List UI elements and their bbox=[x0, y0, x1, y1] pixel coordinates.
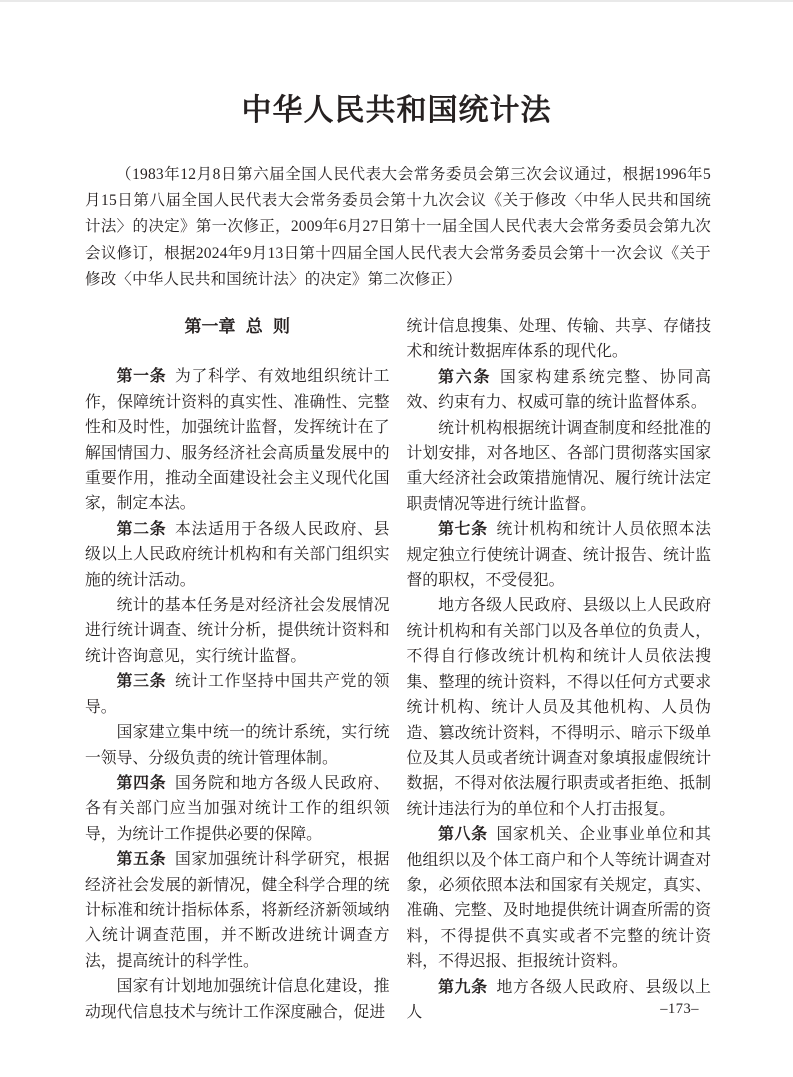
law-paragraph bbox=[85, 517, 390, 593]
text-columns bbox=[85, 314, 711, 1025]
page-title: 中华人民共和国统计法 bbox=[241, 94, 552, 128]
left-column-paragraphs bbox=[85, 364, 390, 1025]
article-text: 统计信息搜集、处理、传输、共享、存储技术和统计数据库体系的现代化。 bbox=[406, 318, 711, 361]
law-paragraph bbox=[407, 314, 712, 365]
law-paragraph bbox=[407, 517, 712, 593]
article-number: 第六条 bbox=[438, 368, 492, 386]
article-text: 国家建立集中统一的统计系统，实行统一领导、分级负责的统计管理体制。 bbox=[85, 724, 390, 767]
chapter-heading: 第一章 总 则 bbox=[184, 317, 290, 336]
article-text: 国家加强统计科学研究，根据经济社会发展的新情况，健全科学合理的统计标准和统计指标体系，将新经济新领域纳入统计调查范围，并不断改进统计调查方法，提高统计的科学性。 bbox=[85, 851, 390, 970]
scan-edge-artifact bbox=[0, 0, 793, 2]
article-number: 第八条 bbox=[438, 826, 488, 844]
law-paragraph bbox=[85, 593, 390, 669]
article-text: 地方各级人民政府、县级以上人民政府统计机构和有关部门以及各单位的负责人，不得自行修改统计机构和统计人员依法搜集、整理的统计资料，不得以任何方式要求统计机构、统计人员及其他机构、人员伪造、篡改统计资料，不得明示、暗示下级单位及其人员或者统计调查对象填报虚假统计数据，不得对依法履行职责或者拒绝、抵制统计违法行为的单位和个人打击报复。 bbox=[406, 597, 711, 818]
article-text: 国家机关、企业事业单位和其他组织以及个体工商户和个人等统计调查对象，必须依照本法和国家有关规定，真实、准确、完整、及时地提供统计调查所需的资料，不得提供不真实或者不完整的统计资料，不得迟报、拒报统计资料。 bbox=[406, 826, 711, 971]
article-text: 统计机构和统计人员依照本法规定独立行使统计调查、统计报告、统计监督的职权，不受侵犯。 bbox=[406, 521, 711, 590]
article-number: 第二条 bbox=[116, 520, 167, 538]
law-paragraph bbox=[85, 364, 390, 516]
article-text: 地方各级人民政府、县级以上人 bbox=[406, 978, 711, 1021]
article-number: 第三条 bbox=[116, 673, 167, 691]
law-paragraph bbox=[407, 416, 712, 518]
article-text: 本法适用于各级人民政府、县级以上人民政府统计机构和有关部门组织实施的统计活动。 bbox=[85, 520, 390, 589]
law-paragraph bbox=[85, 847, 390, 974]
law-paragraph bbox=[85, 669, 390, 720]
article-text: 国家构建系统完整、协同高效、约束有力、权威可靠的统计监督体系。 bbox=[406, 368, 711, 412]
law-paragraph bbox=[85, 771, 390, 847]
article-text: 统计机构根据统计调查制度和经批准的计划安排，对各地区、各部门贯彻落实国家重大经济社会政策措施情况、履行统计法定职责情况等进行统计监督。 bbox=[406, 419, 711, 513]
article-number: 第九条 bbox=[438, 978, 488, 996]
article-text: 国家有计划地加强统计信息化建设，推动现代信息技术与统计工作深度融合，促进 bbox=[85, 978, 390, 1021]
enactment-preamble: （1983年12月8日第六届全国人民代表大会常务委员会第三次会议通过，根据1996年5月15日第八届全国人民代表大会常务委员会第十九次会议《关于修改〈中华人民共和国统计法〉的决定》第一次修正，2009年6月27日第十一届全国人民代表大会常务委员会第九次会议修订，根据2024年9月13日第十四届全国人民代表大会常务委员会第十一次会议《关于修改〈中华人民共和国统计法〉的决定》第二次修正） bbox=[85, 166, 711, 288]
page-number: –173– bbox=[660, 1001, 699, 1017]
law-paragraph bbox=[85, 974, 390, 1025]
law-paragraph bbox=[85, 720, 390, 771]
law-paragraph bbox=[407, 593, 712, 822]
right-column-paragraphs bbox=[407, 314, 712, 1025]
article-text: 统计工作坚持中国共产党的领导。 bbox=[85, 673, 390, 716]
article-number: 第五条 bbox=[116, 851, 167, 869]
law-paragraph bbox=[407, 365, 712, 416]
law-paragraph bbox=[407, 822, 712, 974]
left-column bbox=[85, 314, 390, 1025]
article-text: 为了科学、有效地组织统计工作，保障统计资料的真实性、准确性、完整性和及时性，加强统计监督，发挥统计在了解国情国力、服务经济社会高质量发展中的重要作用，推动全面建设社会主义现代化国家，制定本法。 bbox=[85, 368, 390, 513]
article-text: 统计的基本任务是对经济社会发展情况进行统计调查、统计分析，提供统计资料和统计咨询意见，实行统计监督。 bbox=[85, 597, 390, 665]
article-text: 国务院和地方各级人民政府、各有关部门应当加强对统计工作的组织领导，为统计工作提供必要的保障。 bbox=[85, 774, 390, 843]
article-number: 第四条 bbox=[116, 774, 167, 792]
right-column bbox=[407, 314, 712, 1025]
article-number: 第七条 bbox=[438, 521, 488, 539]
article-number: 第一条 bbox=[116, 368, 167, 386]
